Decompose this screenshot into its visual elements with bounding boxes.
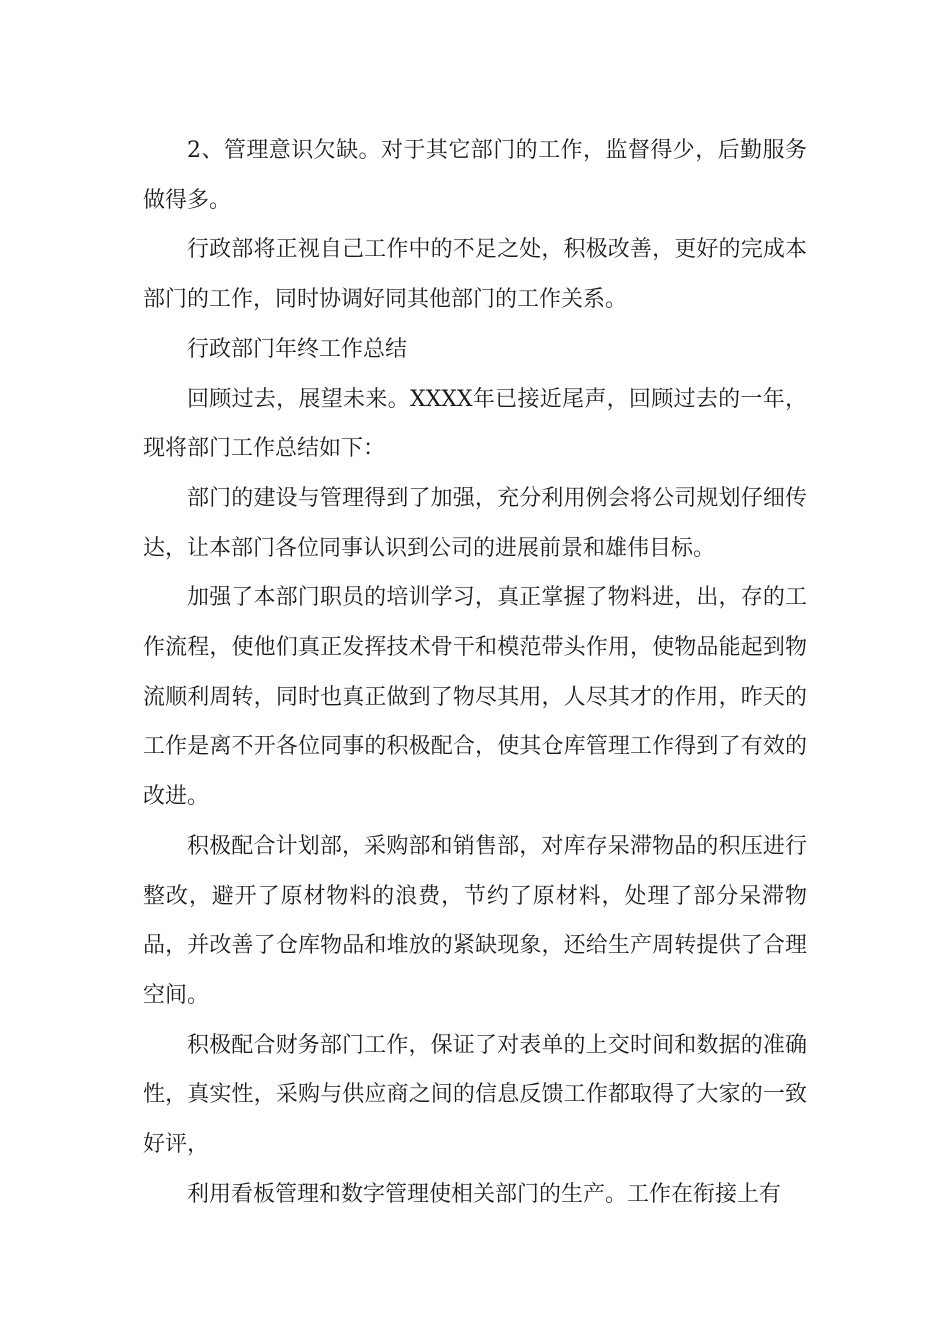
paragraph-kanban-management: 利用看板管理和数字管理使相关部门的生产。工作在衔接上有 bbox=[187, 1181, 782, 1207]
paragraph-inventory-rectification: 积极配合计划部，采购部和销售部，对库存呆滞物品的积压进行整改，避开了原材物料的浪费，节约了原材料，处理了部分呆滞物品，并改善了仓库物品和堆放的紧缺现象，还给生产周转提供了合理空间。 bbox=[143, 833, 807, 1008]
paragraph-staff-training: 加强了本部门职员的培训学习，真正掌握了物料进，出，存的工作流程，使他们真正发挥技术骨干和模范带头作用，使物品能起到物流顺利周转，同时也真正做到了物尽其用，人尽其才的作用，昨天的工作是离不开各位同事的积极配合，使其仓库管理工作得到了有效的改进。 bbox=[143, 585, 807, 810]
paragraph-management-awareness: 2、管理意识欠缺。对于其它部门的工作，监督得少，后勤服务做得多。 bbox=[143, 138, 807, 213]
section-heading: 行政部门年终工作总结 bbox=[187, 336, 408, 362]
paragraph-improvement-plan: 行政部将正视自己工作中的不足之处，积极改善，更好的完成本部门的工作，同时协调好同其他部门的工作关系。 bbox=[143, 237, 807, 313]
paragraph-review-intro: 回顾过去，展望未来。XXXX年已接近尾声，回顾过去的一年，现将部门工作总结如下： bbox=[143, 386, 807, 462]
paragraph-department-building: 部门的建设与管理得到了加强，充分利用例会将公司规划仔细传达，让本部门各位同事认识到公司的进展前景和雄伟目标。 bbox=[143, 485, 807, 561]
paragraph-finance-cooperation: 积极配合财务部门工作，保证了对表单的上交时间和数据的准确性，真实性，采购与供应商之间的信息反馈工作都取得了大家的一致好评， bbox=[143, 1032, 807, 1158]
document-body bbox=[143, 126, 807, 1219]
